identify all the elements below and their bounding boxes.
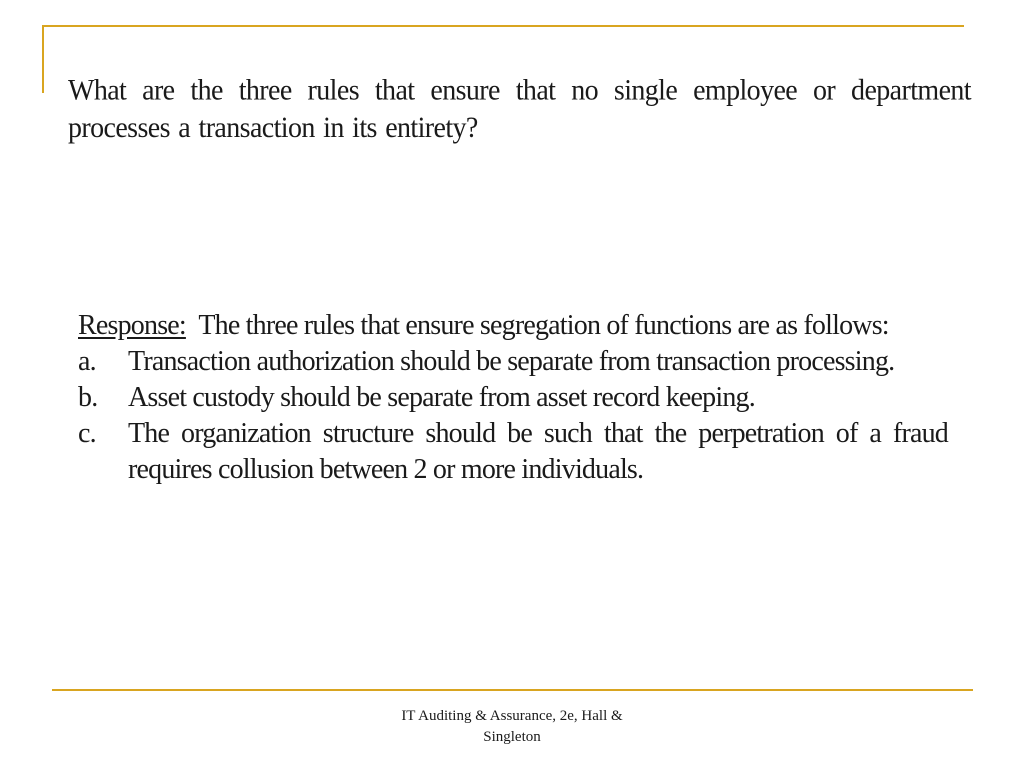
footer-citation <box>362 706 662 748</box>
rule-item-b <box>78 380 948 416</box>
rule-item-a <box>78 344 948 380</box>
response-label: Response: <box>78 310 186 341</box>
footer-accent-line <box>52 689 973 691</box>
response-block <box>78 308 948 488</box>
rule-text: Transaction authorization should be separate from transaction processing. <box>128 346 895 377</box>
rule-text: The organization structure should be such that the perpetration of a fraud requires collusion between 2 or more individuals. <box>128 418 948 485</box>
rule-marker: a. <box>78 346 96 377</box>
top-accent-line <box>42 25 964 27</box>
question-text: What are the three rules that ensure that no single employee or department processes a transaction in its entirety? <box>68 74 971 145</box>
rule-item-c <box>78 416 948 488</box>
rule-text: Asset custody should be separate from asset record keeping. <box>128 382 755 413</box>
left-accent-line <box>42 25 44 93</box>
footer-line-2: Singleton <box>483 729 541 745</box>
rules-list <box>78 344 948 488</box>
response-heading <box>78 308 948 344</box>
response-intro: The three rules that ensure segregation of functions are as follows: <box>198 310 889 341</box>
rule-marker: b. <box>78 382 98 413</box>
rule-marker: c. <box>78 418 96 449</box>
footer-line-1: IT Auditing & Assurance, 2e, Hall & <box>401 708 623 724</box>
